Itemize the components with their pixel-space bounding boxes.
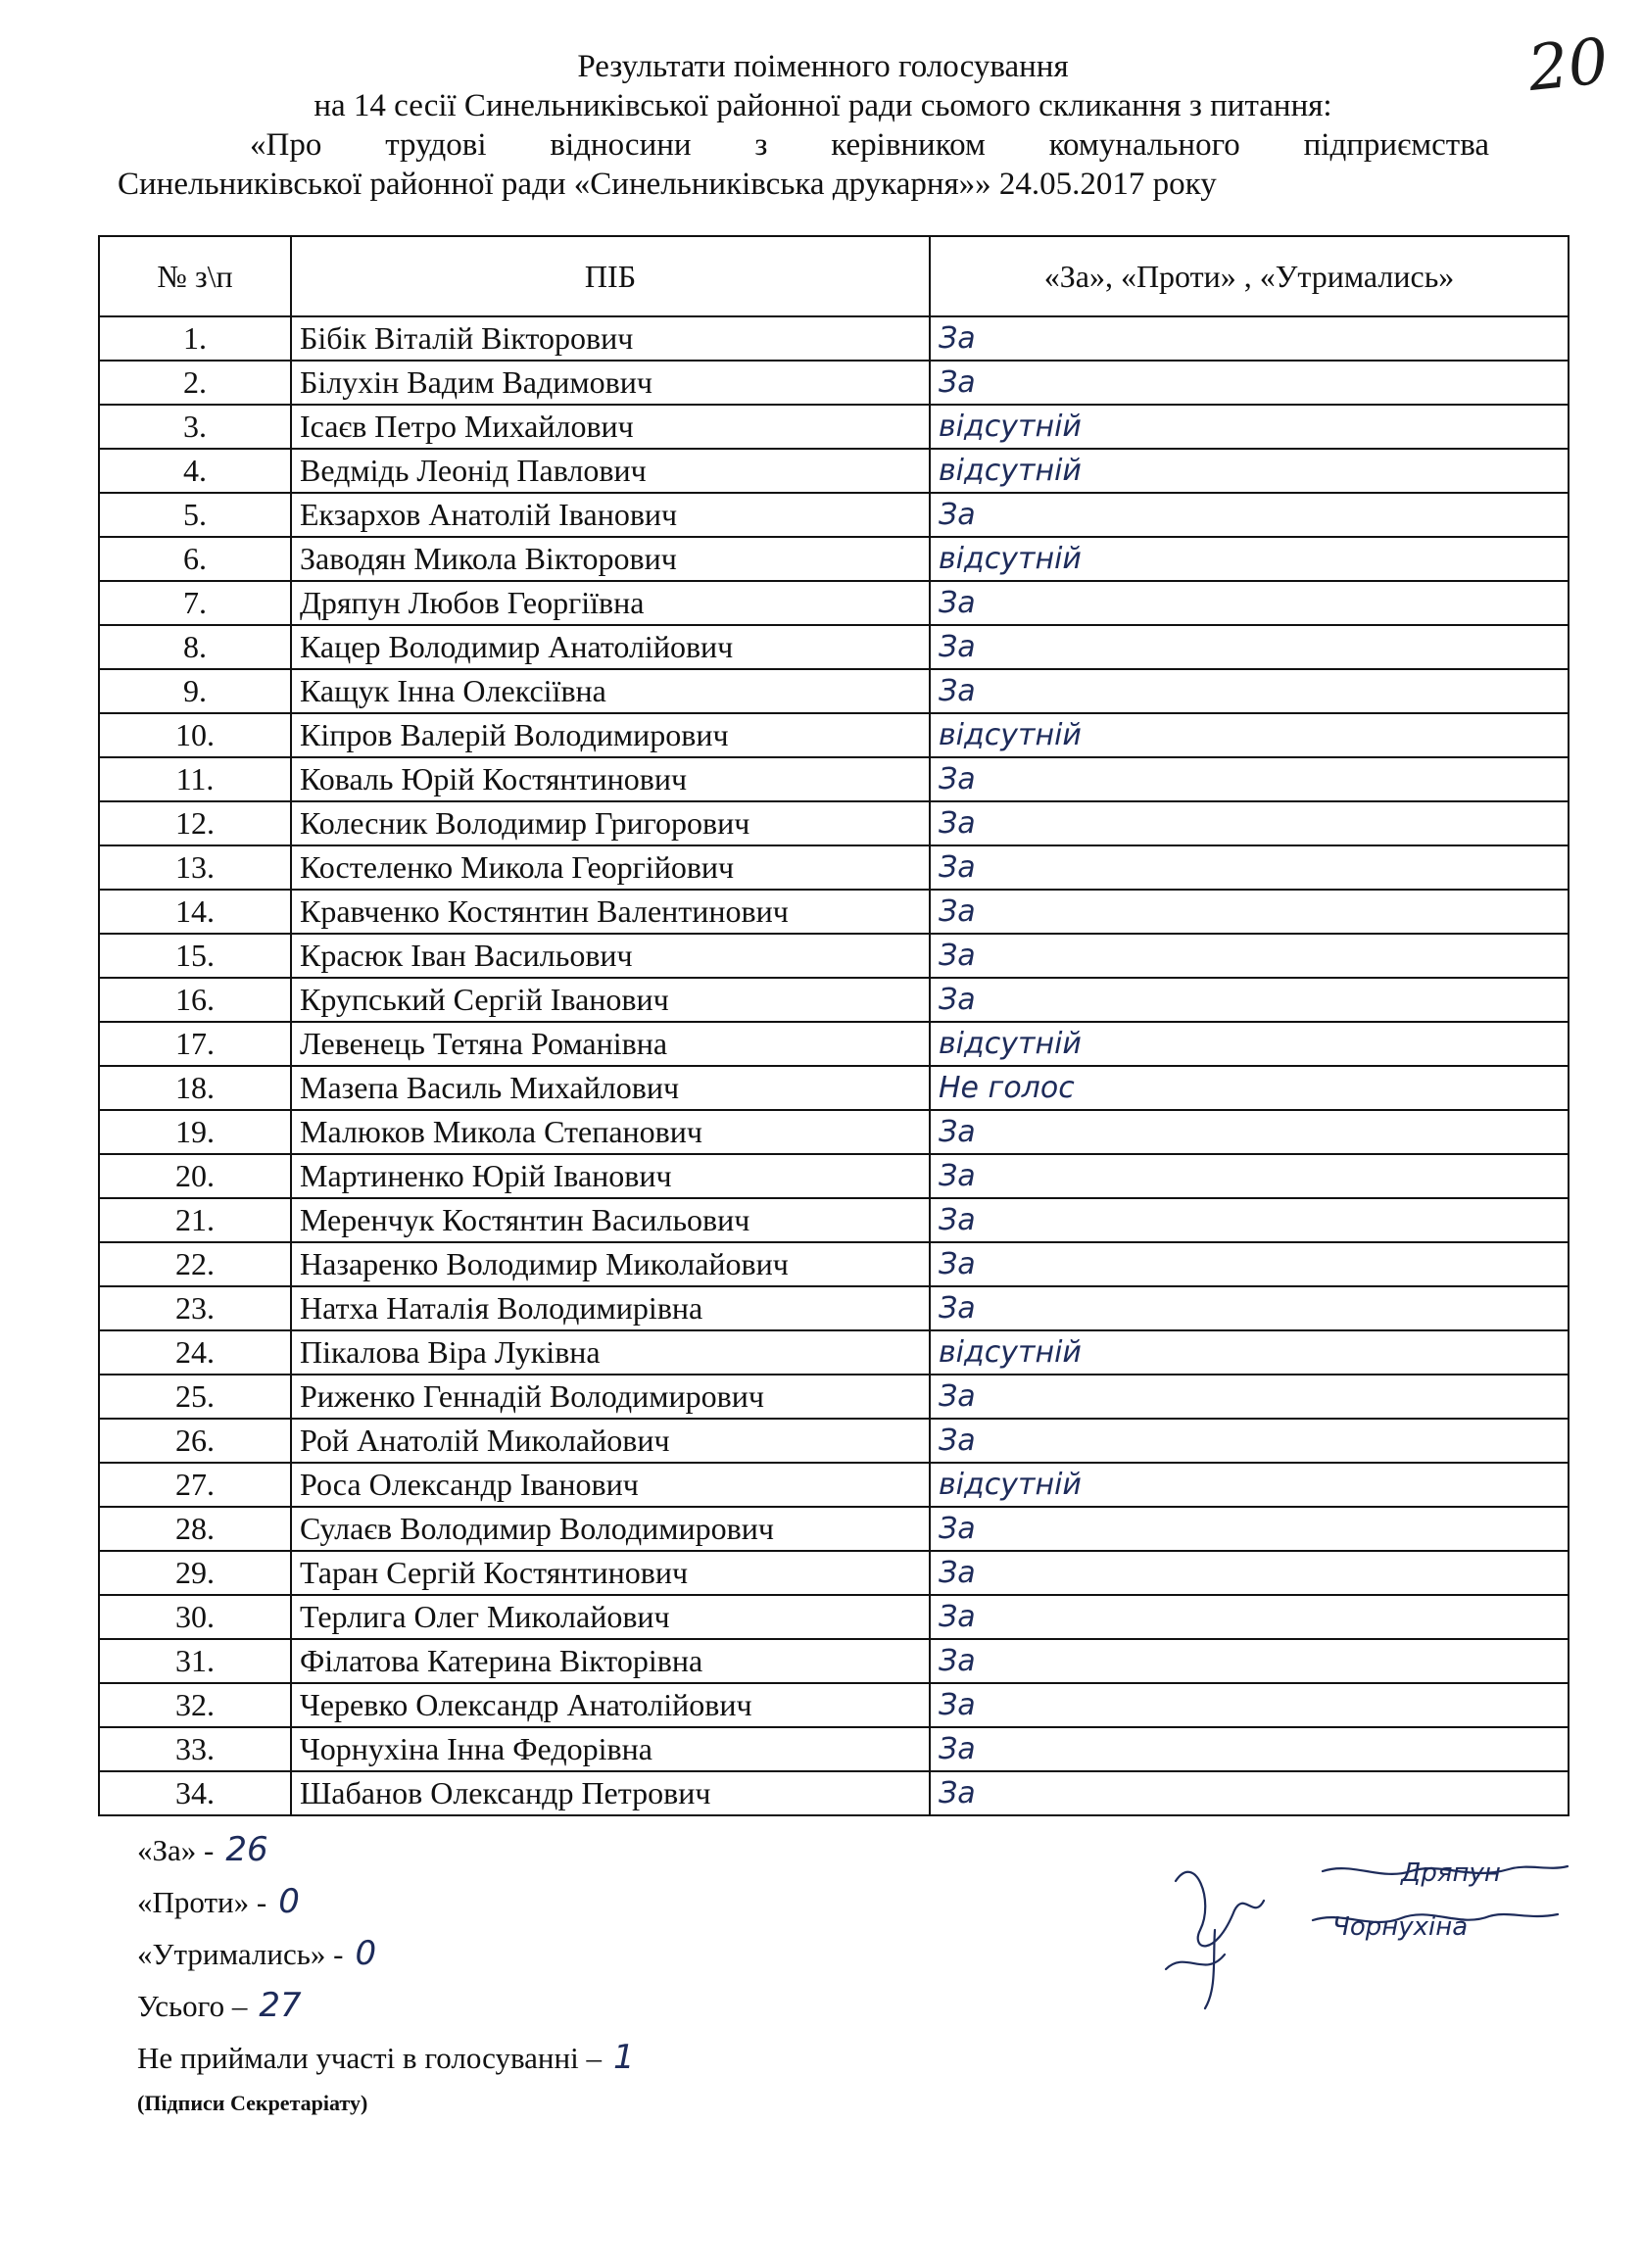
row-number: 11.	[99, 757, 291, 801]
deputy-name: Таран Сергій Костянтинович	[291, 1551, 930, 1595]
deputy-name: Терлига Олег Миколайович	[291, 1595, 930, 1639]
summary-za-value: 26	[225, 1830, 268, 1869]
row-number: 4.	[99, 449, 291, 493]
page-number: 20	[1524, 24, 1613, 107]
vote-value: За	[930, 1198, 1569, 1242]
table-row	[99, 1507, 1569, 1551]
summary-utrymalys	[137, 1928, 635, 1980]
column-header-number: № з\п	[99, 236, 291, 316]
row-number: 17.	[99, 1022, 291, 1066]
deputy-name: Сулаєв Володимир Володимирович	[291, 1507, 930, 1551]
row-number: 16.	[99, 978, 291, 1022]
vote-value: відсутній	[930, 405, 1569, 449]
row-number: 21.	[99, 1198, 291, 1242]
deputy-name: Екзархов Анатолій Іванович	[291, 493, 930, 537]
row-number: 9.	[99, 669, 291, 713]
summary-za	[137, 1824, 635, 1876]
row-number: 24.	[99, 1330, 291, 1375]
vote-value: відсутній	[930, 1022, 1569, 1066]
summary-usogo	[137, 1980, 635, 2032]
row-number: 5.	[99, 493, 291, 537]
table-row	[99, 1242, 1569, 1286]
row-number: 25.	[99, 1375, 291, 1419]
column-header-vote: «За», «Проти» , «Утримались»	[930, 236, 1569, 316]
table-row	[99, 1595, 1569, 1639]
table-row	[99, 1330, 1569, 1375]
table-row	[99, 1286, 1569, 1330]
vote-value: За	[930, 934, 1569, 978]
table-header-row	[99, 236, 1569, 316]
table-row	[99, 1110, 1569, 1154]
signature-text-2: Чорнухіна	[1332, 1912, 1469, 1942]
vote-value: відсутній	[930, 713, 1569, 757]
vote-value: За	[930, 625, 1569, 669]
row-number: 2.	[99, 361, 291, 405]
table-row	[99, 1375, 1569, 1419]
vote-value: За	[930, 1154, 1569, 1198]
table-row	[99, 1639, 1569, 1683]
summary-usogo-value: 27	[259, 1986, 302, 2025]
deputy-name: Риженко Геннадій Володимирович	[291, 1375, 930, 1419]
header-question-cont: Синельниківської районної ради «Синельниківська друкарня»» 24.05.2017 року	[118, 167, 1217, 202]
summary-utrymalys-label: «Утримались» -	[137, 1937, 344, 1971]
vote-value: Не голос	[930, 1066, 1569, 1110]
table-row	[99, 669, 1569, 713]
deputy-name: Черевко Олександр Анатолійович	[291, 1683, 930, 1727]
deputy-name: Мартиненко Юрій Іванович	[291, 1154, 930, 1198]
deputy-name: Чорнухіна Інна Федорівна	[291, 1727, 930, 1771]
row-number: 13.	[99, 845, 291, 890]
vote-table-body	[99, 316, 1569, 1815]
summary-not-participated	[137, 2032, 635, 2084]
row-number: 14.	[99, 890, 291, 934]
row-number: 33.	[99, 1727, 291, 1771]
deputy-name: Пікалова Віра Луківна	[291, 1330, 930, 1375]
row-number: 10.	[99, 713, 291, 757]
deputy-name: Левенець Тетяна Романівна	[291, 1022, 930, 1066]
row-number: 30.	[99, 1595, 291, 1639]
table-row	[99, 1463, 1569, 1507]
vote-summary	[137, 1824, 635, 2123]
signature-stroke	[1205, 1930, 1215, 2008]
vote-value: За	[930, 581, 1569, 625]
table-row	[99, 1198, 1569, 1242]
table-row	[99, 449, 1569, 493]
deputy-name: Кравченко Костянтин Валентинович	[291, 890, 930, 934]
vote-value: За	[930, 669, 1569, 713]
vote-value: За	[930, 1242, 1569, 1286]
table-row	[99, 537, 1569, 581]
table-row	[99, 1771, 1569, 1815]
vote-table-wrapper	[98, 235, 1568, 1816]
row-number: 20.	[99, 1154, 291, 1198]
deputy-name: Білухін Вадим Вадимович	[291, 361, 930, 405]
vote-value: За	[930, 1507, 1569, 1551]
deputy-name: Костеленко Микола Георгійович	[291, 845, 930, 890]
deputy-name: Роса Олександр Іванович	[291, 1463, 930, 1507]
vote-value: За	[930, 1110, 1569, 1154]
deputy-name: Крупський Сергій Іванович	[291, 978, 930, 1022]
vote-value: За	[930, 1551, 1569, 1595]
signature-text-1: Дряпун	[1401, 1858, 1501, 1888]
table-row	[99, 625, 1569, 669]
vote-value: За	[930, 801, 1569, 845]
row-number: 8.	[99, 625, 291, 669]
row-number: 32.	[99, 1683, 291, 1727]
deputy-name: Кацер Володимир Анатолійович	[291, 625, 930, 669]
column-header-name: ПІБ	[291, 236, 930, 316]
deputy-name: Філатова Катерина Вікторівна	[291, 1639, 930, 1683]
row-number: 28.	[99, 1507, 291, 1551]
table-row	[99, 405, 1569, 449]
vote-value: За	[930, 316, 1569, 361]
row-number: 1.	[99, 316, 291, 361]
row-number: 22.	[99, 1242, 291, 1286]
summary-proty-value: 0	[278, 1882, 300, 1921]
vote-value: відсутній	[930, 449, 1569, 493]
row-number: 34.	[99, 1771, 291, 1815]
row-number: 6.	[99, 537, 291, 581]
row-number: 27.	[99, 1463, 291, 1507]
table-row	[99, 1683, 1569, 1727]
vote-value: За	[930, 1639, 1569, 1683]
row-number: 3.	[99, 405, 291, 449]
signature-stroke	[1166, 1954, 1225, 1969]
table-row	[99, 1419, 1569, 1463]
summary-proty	[137, 1876, 635, 1928]
deputy-name: Меренчук Костянтин Васильович	[291, 1198, 930, 1242]
table-row	[99, 1551, 1569, 1595]
vote-value: За	[930, 361, 1569, 405]
vote-value: За	[930, 493, 1569, 537]
deputy-name: Назаренко Володимир Миколайович	[291, 1242, 930, 1286]
deputy-name: Дряпун Любов Георгіївна	[291, 581, 930, 625]
vote-value: За	[930, 1595, 1569, 1639]
row-number: 15.	[99, 934, 291, 978]
vote-value: За	[930, 1419, 1569, 1463]
table-row	[99, 1066, 1569, 1110]
header-title: Результати поіменного голосування	[577, 49, 1069, 84]
vote-value: За	[930, 1286, 1569, 1330]
deputy-name: Рой Анатолій Миколайович	[291, 1419, 930, 1463]
table-row	[99, 978, 1569, 1022]
summary-usogo-label: Усього –	[137, 1989, 248, 2023]
table-row	[99, 361, 1569, 405]
vote-value: За	[930, 1771, 1569, 1815]
deputy-name: Бібік Віталій Вікторович	[291, 316, 930, 361]
vote-value: За	[930, 890, 1569, 934]
document-header	[118, 47, 1489, 204]
table-row	[99, 1727, 1569, 1771]
deputy-name: Кіпров Валерій Володимирович	[291, 713, 930, 757]
row-number: 26.	[99, 1419, 291, 1463]
deputy-name: Ведмідь Леонід Павлович	[291, 449, 930, 493]
vote-value: За	[930, 1375, 1569, 1419]
header-session: на 14 сесії Синельниківської районної ради сьомого скликання з питання:	[314, 88, 1332, 123]
deputy-name: Мазепа Василь Михайлович	[291, 1066, 930, 1110]
summary-za-label: «За» -	[137, 1833, 215, 1867]
row-number: 29.	[99, 1551, 291, 1595]
deputy-name: Малюков Микола Степанович	[291, 1110, 930, 1154]
table-row	[99, 493, 1569, 537]
summary-utrymalys-value: 0	[355, 1934, 377, 1973]
vote-value: За	[930, 757, 1569, 801]
table-row	[99, 316, 1569, 361]
row-number: 23.	[99, 1286, 291, 1330]
summary-not-participated-label: Не приймали участі в голосуванні –	[137, 2041, 602, 2075]
table-row	[99, 713, 1569, 757]
row-number: 19.	[99, 1110, 291, 1154]
table-row	[99, 1022, 1569, 1066]
vote-value: відсутній	[930, 1330, 1569, 1375]
table-row	[99, 1154, 1569, 1198]
deputy-name: Натха Наталія Володимирівна	[291, 1286, 930, 1330]
table-row	[99, 757, 1569, 801]
deputy-name: Кащук Інна Олексіївна	[291, 669, 930, 713]
signature-stroke	[1176, 1872, 1264, 1947]
deputy-name: Красюк Іван Васильович	[291, 934, 930, 978]
table-row	[99, 890, 1569, 934]
vote-table	[98, 235, 1570, 1816]
vote-value: За	[930, 1727, 1569, 1771]
table-row	[99, 845, 1569, 890]
table-row	[99, 581, 1569, 625]
vote-value: відсутній	[930, 1463, 1569, 1507]
deputy-name: Заводян Микола Вікторович	[291, 537, 930, 581]
summary-not-participated-value: 1	[612, 2038, 635, 2077]
secretariat-signatures-note: (Підписи Секретаріату)	[137, 2091, 368, 2115]
row-number: 18.	[99, 1066, 291, 1110]
deputy-name: Ісаєв Петро Михайлович	[291, 405, 930, 449]
handwritten-signature	[1156, 1842, 1587, 2018]
deputy-name: Коваль Юрій Костянтинович	[291, 757, 930, 801]
deputy-name: Шабанов Олександр Петрович	[291, 1771, 930, 1815]
table-row	[99, 934, 1569, 978]
row-number: 12.	[99, 801, 291, 845]
vote-value: За	[930, 1683, 1569, 1727]
header-question: «Про трудові відносини з керівником комунального підприємства	[250, 127, 1489, 163]
deputy-name: Колесник Володимир Григорович	[291, 801, 930, 845]
table-row	[99, 801, 1569, 845]
vote-value: За	[930, 978, 1569, 1022]
summary-proty-label: «Проти» -	[137, 1885, 267, 1919]
row-number: 7.	[99, 581, 291, 625]
row-number: 31.	[99, 1639, 291, 1683]
vote-value: відсутній	[930, 537, 1569, 581]
vote-value: За	[930, 845, 1569, 890]
